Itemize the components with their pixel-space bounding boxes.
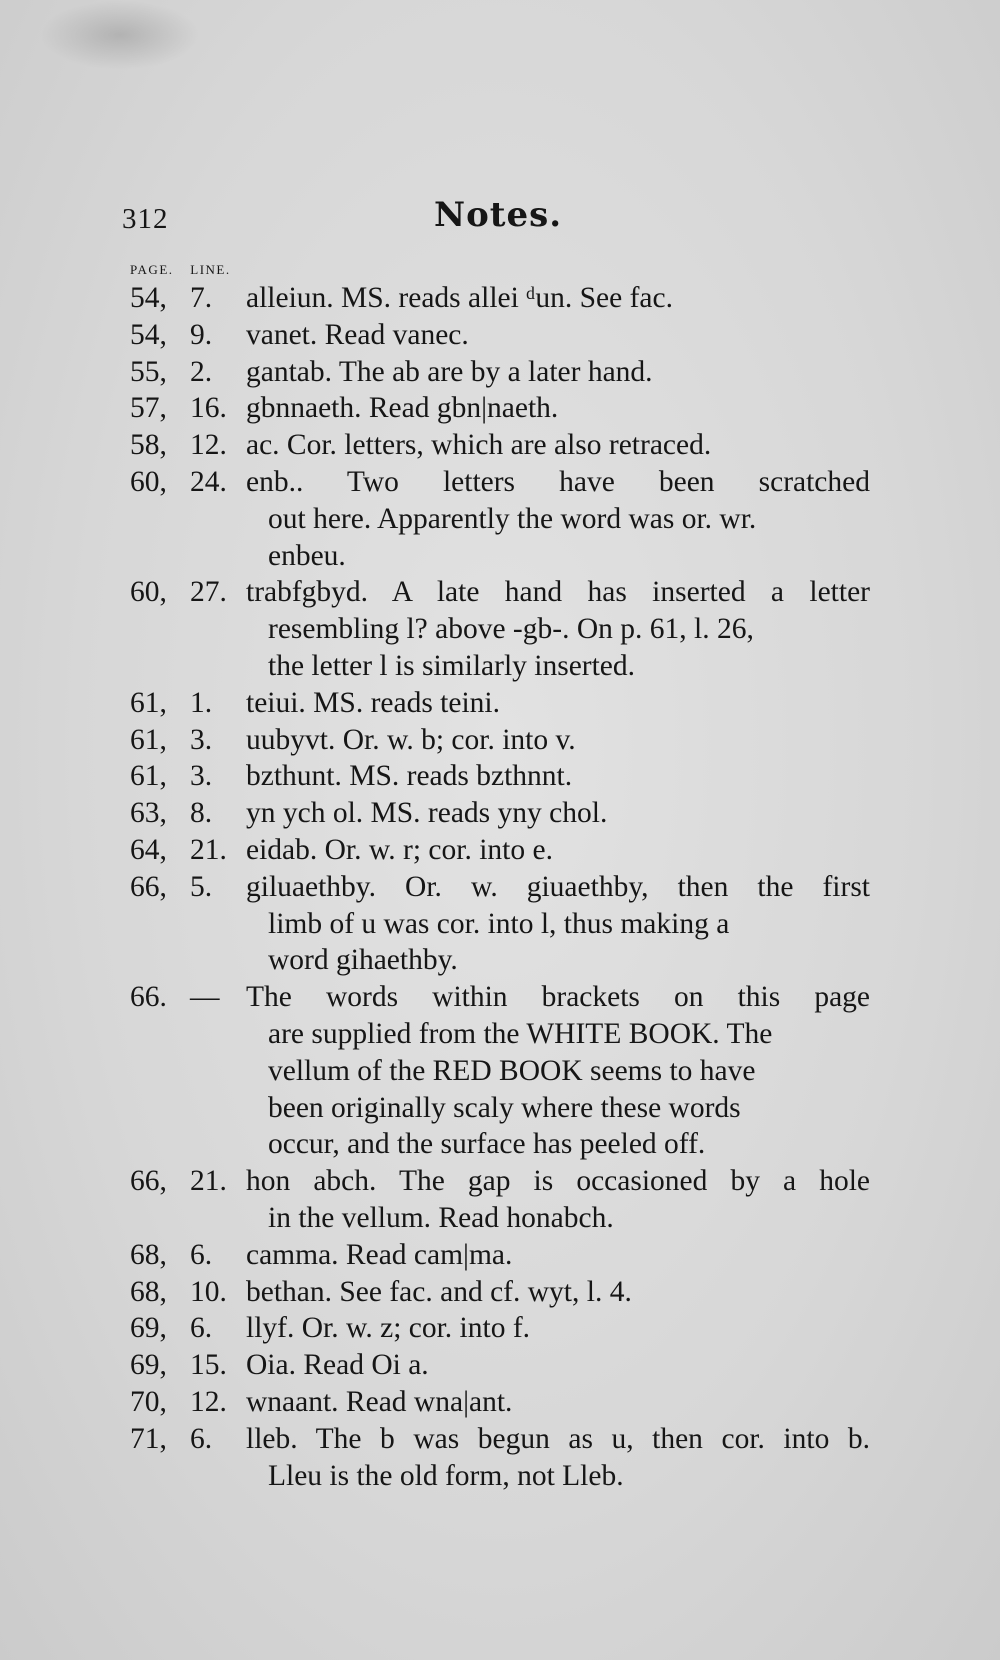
note-reference <box>130 1237 246 1274</box>
note-text <box>246 795 870 832</box>
note-page-number: 60, <box>130 576 167 609</box>
note-text-line: alleiun. MS. reads allei ᵈun. See fac. <box>246 282 673 314</box>
note-text-line: lleb. The b was begun as u, then cor. into b. <box>246 1422 870 1455</box>
note-entry <box>130 1384 870 1421</box>
note-text <box>246 869 870 979</box>
note-text <box>246 1384 870 1421</box>
note-line-number: 6. <box>190 1312 213 1345</box>
note-page-number: 69, <box>130 1349 167 1382</box>
note-text-line: uubyvt. Or. w. b; cor. into v. <box>246 723 576 756</box>
note-reference <box>130 758 246 795</box>
note-line-number: 24. <box>190 465 227 498</box>
note-entry <box>130 1310 870 1347</box>
note-text-line: camma. Read cam|ma. <box>246 1238 513 1271</box>
note-page-number: 68, <box>130 1275 167 1308</box>
note-page-number: 63, <box>130 797 167 830</box>
note-text-line: resembling l? above -gb-. On p. 61, l. 26, <box>268 613 754 646</box>
note-reference <box>130 1384 246 1421</box>
note-reference <box>130 1274 246 1311</box>
note-reference <box>130 722 246 759</box>
note-line-number: 3. <box>190 723 213 756</box>
note-entry <box>130 354 870 391</box>
note-line-number: 6. <box>190 1422 213 1455</box>
note-page-number: 71, <box>130 1422 167 1455</box>
note-text-line: trabfgbyd. A late hand has inserted a letter <box>246 576 870 609</box>
note-reference <box>130 979 246 1163</box>
note-reference <box>130 869 246 979</box>
note-text-line: hon abch. The gap is occasioned by a hole <box>246 1165 870 1198</box>
note-text <box>246 464 870 574</box>
note-text <box>246 574 870 684</box>
note-line-number: 5. <box>190 870 213 903</box>
note-line-number: 21. <box>190 833 227 866</box>
note-page-number: 61, <box>130 723 167 756</box>
note-text-line: giluaethby. Or. w. giuaethby, then the first <box>246 870 870 903</box>
note-text-line: wnaant. Read wna|ant. <box>246 1385 513 1418</box>
page-header <box>122 195 862 245</box>
note-entry <box>130 722 870 759</box>
note-entry <box>130 464 870 574</box>
note-text <box>246 280 870 317</box>
page-number: 312 <box>122 203 169 235</box>
note-text <box>246 1421 870 1495</box>
note-entry <box>130 869 870 979</box>
note-page-number: 61, <box>130 760 167 793</box>
note-text-line: llyf. Or. w. z; cor. into f. <box>246 1312 531 1345</box>
note-line-number: 12. <box>190 1385 227 1418</box>
page-stain <box>40 0 200 70</box>
note-line-number: — <box>190 981 220 1014</box>
note-text <box>246 427 870 464</box>
line-column-header: LINE. <box>190 262 231 277</box>
note-text-line: are supplied from the WHITE BOOK. The <box>268 1017 773 1050</box>
note-line-number: 3. <box>190 760 213 793</box>
note-text <box>246 722 870 759</box>
notes-list <box>130 280 870 1494</box>
note-page-number: 57, <box>130 392 167 425</box>
note-entry <box>130 280 870 317</box>
note-text-line: the letter l is similarly inserted. <box>268 649 636 682</box>
note-page-number: 58, <box>130 429 167 462</box>
note-text-line: out here. Apparently the word was or. wr. <box>268 502 757 535</box>
note-page-number: 64, <box>130 833 167 866</box>
note-page-number: 55, <box>130 355 167 388</box>
note-reference <box>130 317 246 354</box>
note-page-number: 66, <box>130 1165 167 1198</box>
note-entry <box>130 1237 870 1274</box>
note-page-number: 70, <box>130 1385 167 1418</box>
note-text-line: teiui. MS. reads teini. <box>246 686 500 719</box>
note-text-line: word gihaethby. <box>268 944 458 977</box>
note-reference <box>130 280 246 317</box>
note-text-line: enbeu. <box>268 539 346 572</box>
note-reference <box>130 795 246 832</box>
note-text <box>246 1163 870 1237</box>
note-entry <box>130 317 870 354</box>
note-text-line: Lleu is the old form, not Lleb. <box>268 1459 624 1492</box>
note-entry <box>130 1163 870 1237</box>
column-headers <box>130 262 243 278</box>
note-line-number: 7. <box>190 282 213 314</box>
running-title: Notes. <box>434 195 563 235</box>
note-reference <box>130 574 246 684</box>
note-text-line: ac. Cor. letters, which are also retraced. <box>246 429 712 462</box>
note-entry <box>130 1274 870 1311</box>
note-line-number: 9. <box>190 318 213 351</box>
note-page-number: 60, <box>130 465 167 498</box>
note-page-number: 66, <box>130 870 167 903</box>
note-text-line: occur, and the surface has peeled off. <box>268 1128 706 1161</box>
note-text <box>246 317 870 354</box>
note-text <box>246 1237 870 1274</box>
note-reference <box>130 1421 246 1495</box>
note-page-number: 69, <box>130 1312 167 1345</box>
note-line-number: 27. <box>190 576 227 609</box>
note-text <box>246 979 870 1163</box>
note-text-line: vellum of the RED BOOK seems to have <box>268 1054 756 1087</box>
note-entry <box>130 832 870 869</box>
note-text-line: in the vellum. Read honabch. <box>268 1201 614 1234</box>
note-line-number: 15. <box>190 1349 227 1382</box>
note-entry <box>130 1421 870 1495</box>
note-reference <box>130 390 246 427</box>
note-text <box>246 832 870 869</box>
note-line-number: 6. <box>190 1238 213 1271</box>
note-text-line: been originally scaly where these words <box>268 1091 741 1124</box>
note-reference <box>130 1347 246 1384</box>
note-text-line: gantab. The ab are by a later hand. <box>246 355 653 388</box>
note-entry <box>130 390 870 427</box>
note-entry <box>130 574 870 684</box>
note-text <box>246 758 870 795</box>
note-entry <box>130 685 870 722</box>
note-entry <box>130 979 870 1163</box>
note-text-line: eidab. Or. w. r; cor. into e. <box>246 833 553 866</box>
note-line-number: 21. <box>190 1165 227 1198</box>
note-line-number: 1. <box>190 686 213 719</box>
note-text <box>246 1347 870 1384</box>
note-entry <box>130 1347 870 1384</box>
note-text-line: gbnnaeth. Read gbn|naeth. <box>246 392 559 425</box>
note-line-number: 12. <box>190 429 227 462</box>
note-page-number: 61, <box>130 686 167 719</box>
note-reference <box>130 427 246 464</box>
note-entry <box>130 427 870 464</box>
note-reference <box>130 1310 246 1347</box>
note-text-line: bethan. See fac. and cf. wyt, l. 4. <box>246 1275 632 1308</box>
note-line-number: 8. <box>190 797 213 830</box>
note-reference <box>130 464 246 574</box>
note-text-line: enb.. Two letters have been scratched <box>246 465 870 498</box>
note-text <box>246 1274 870 1311</box>
note-text <box>246 390 870 427</box>
note-text-line: bzthunt. MS. reads bzthnnt. <box>246 760 573 793</box>
note-text-line: limb of u was cor. into l, thus making a <box>268 907 730 940</box>
note-text-line: vanet. Read vanec. <box>246 318 469 351</box>
note-line-number: 10. <box>190 1275 227 1308</box>
note-page-number: 54, <box>130 282 167 314</box>
note-line-number: 2. <box>190 355 213 388</box>
note-entry <box>130 758 870 795</box>
note-page-number: 54, <box>130 318 167 351</box>
page-column-header: PAGE. <box>130 262 174 277</box>
note-reference <box>130 354 246 391</box>
note-reference <box>130 1163 246 1237</box>
note-text-line: The words within brackets on this page <box>246 981 870 1014</box>
note-entry <box>130 795 870 832</box>
note-text <box>246 1310 870 1347</box>
note-page-number: 68, <box>130 1238 167 1271</box>
note-text <box>246 685 870 722</box>
note-page-number: 66. <box>130 981 167 1014</box>
note-text <box>246 354 870 391</box>
note-text-line: Oia. Read Oi a. <box>246 1349 429 1382</box>
note-line-number: 16. <box>190 392 227 425</box>
note-text-line: yn ych ol. MS. reads yny chol. <box>246 797 608 830</box>
note-reference <box>130 685 246 722</box>
note-reference <box>130 832 246 869</box>
